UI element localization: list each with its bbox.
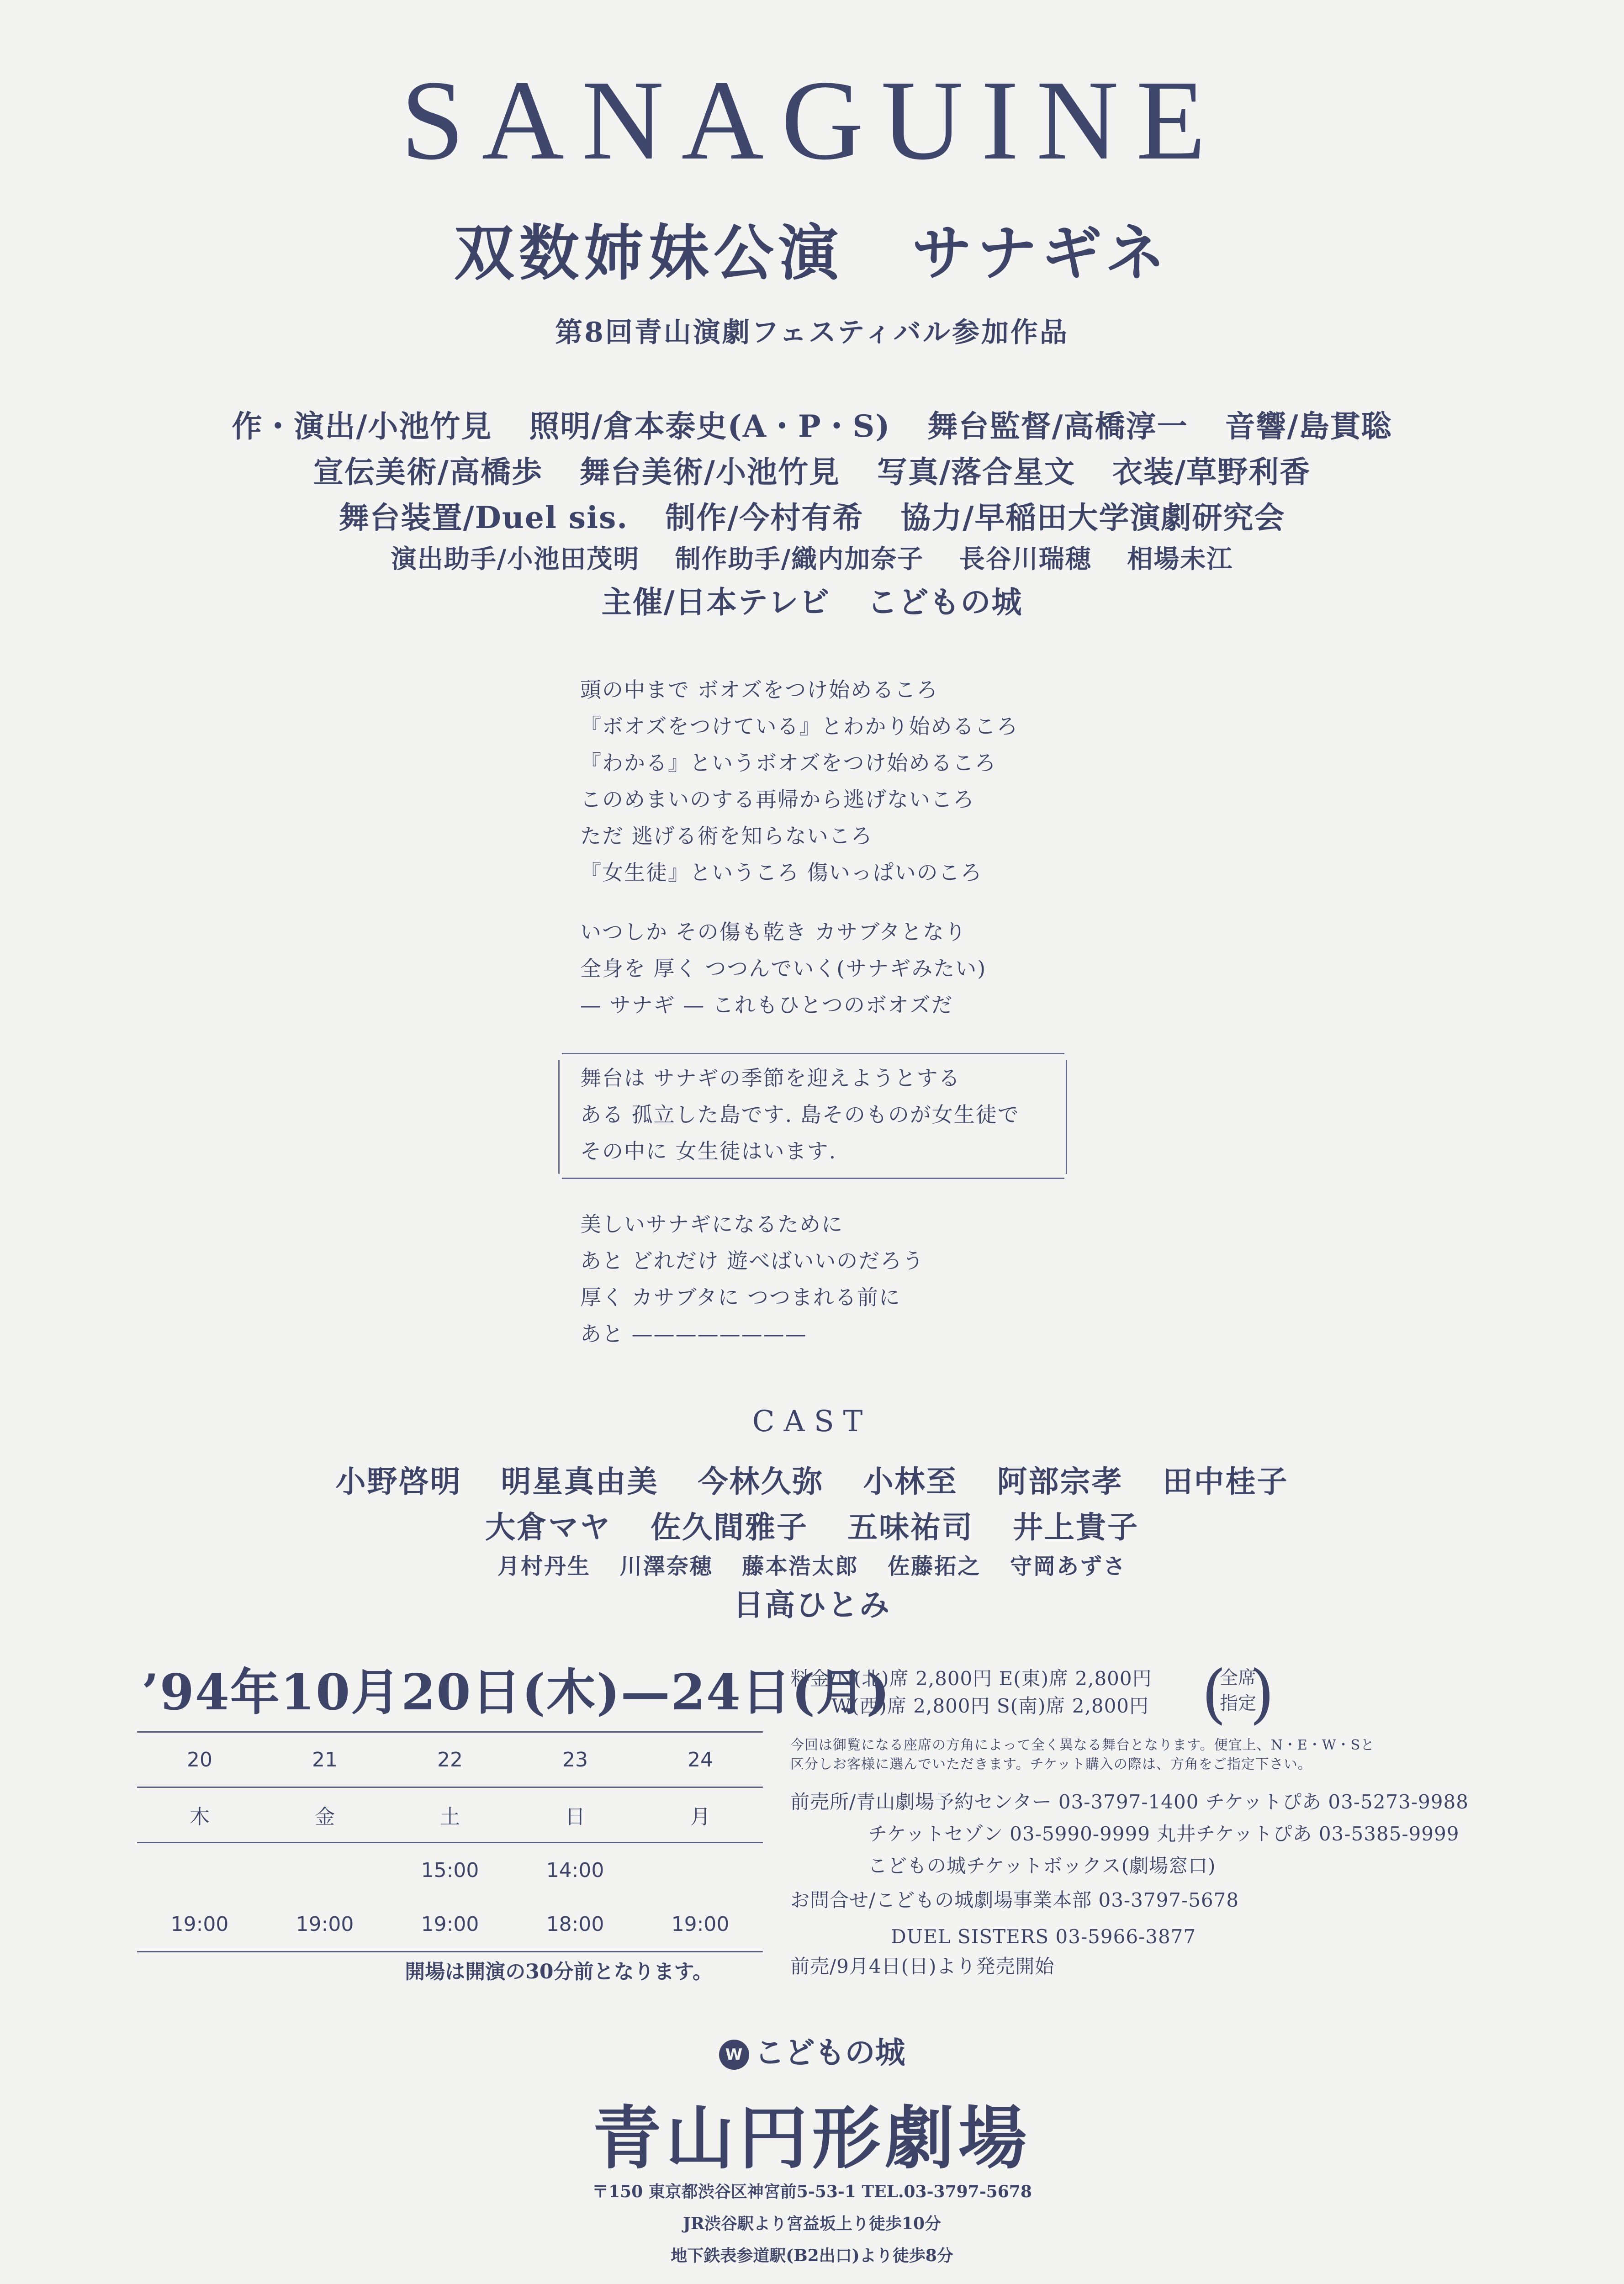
credit: 作・演出/小池竹見	[232, 408, 492, 444]
poem-line: 全身を 厚く つつんでいく(サナギみたい)	[580, 956, 987, 981]
schedule-cell: 19:00	[638, 1897, 763, 1952]
cast-member: 日高ひとみ	[733, 1587, 891, 1623]
poem-line: 頭の中まで ボオズをつけ始めるころ	[580, 677, 939, 702]
schedule-row-weekdays	[137, 1787, 763, 1843]
cast-member: 五味祐司	[847, 1509, 973, 1545]
subtitle-japanese: 双数姉妹公演	[454, 218, 843, 289]
subtitle-katakana: サナギネ	[911, 218, 1170, 289]
cast-line-1	[0, 1457, 1624, 1501]
schedule-row-evening	[137, 1897, 763, 1952]
ticket-line: 前売所/青山劇場予約センター 03-3797-1400 チケットぴあ 03-5273-9988	[790, 1791, 1469, 1813]
presale-info: 前売/9月4日(日)より発売開始	[790, 1955, 1055, 1977]
credit: 照明/倉本泰史(A・P・S)	[529, 408, 891, 444]
credit: 舞台装置/Duel sis.	[339, 500, 629, 535]
poem-line: 『女生徒』というころ 傷いっぱいのころ	[580, 860, 983, 885]
credits-line-3	[0, 493, 1624, 537]
cast-heading: CAST	[752, 1405, 872, 1438]
poem-line: ただ 逃げる術を知らないころ	[580, 824, 873, 848]
logo-mark-icon: W	[719, 2040, 749, 2070]
credit: 主催/日本テレビ	[601, 584, 831, 620]
poem-line: 『わかる』というボオズをつけ始めるころ	[580, 751, 997, 775]
poem-line: — サナギ — これもひとつのボオズだ	[580, 993, 953, 1017]
schedule-cell: 18:00	[513, 1897, 638, 1952]
credit: 舞台美術/小池竹見	[579, 454, 840, 490]
price-note-box	[1201, 1657, 1275, 1731]
box-rule-right	[1066, 1060, 1067, 1174]
schedule-cell	[262, 1843, 387, 1898]
ticket-line: こどもの城チケットボックス(劇場窓口)	[868, 1855, 1216, 1877]
schedule-cell: 土	[387, 1787, 513, 1843]
cast-member: 小野啓明	[335, 1464, 462, 1499]
box-rule-left	[558, 1060, 560, 1174]
festival-note: 第8回青山演劇フェスティバル参加作品	[555, 317, 1069, 349]
access-line: JR渋谷駅より宮益坂上り徒歩10分	[682, 2214, 942, 2233]
poem-line: その中に 女生徒はいます.	[580, 1139, 837, 1163]
credit: 制作助手/織内加奈子	[675, 544, 924, 574]
schedule-row-matinee	[137, 1843, 763, 1898]
cast-member: 川澤奈穂	[619, 1554, 713, 1579]
credit: 演出助手/小池田茂明	[391, 544, 640, 574]
cast-line-2	[0, 1503, 1624, 1546]
credits-line-5	[0, 578, 1624, 621]
schedule-cell: 月	[638, 1787, 763, 1843]
cast-line-4	[0, 1581, 1624, 1624]
credit: 写真/落合星文	[877, 454, 1076, 490]
price-line: 料金/N(北)席 2,800円 E(東)席 2,800円	[790, 1667, 1152, 1690]
poem-stanza-4	[580, 1206, 924, 1352]
cast-member: 守岡あずさ	[1010, 1554, 1127, 1579]
cast-member: 小林至	[863, 1464, 958, 1499]
schedule-cell: 23	[513, 1732, 638, 1787]
credits-line-2	[0, 448, 1624, 491]
open-bracket: (	[1201, 1657, 1227, 1731]
cast-member: 今林久弥	[698, 1464, 824, 1499]
ticket-line: チケットセゾン 03-5990-9999 丸井チケットぴあ 03-5385-9999	[868, 1823, 1460, 1845]
contact-line: お問合せ/こどもの城劇場事業本部 03-3797-5678	[790, 1889, 1239, 1911]
credit: 協力/早稲田大学演劇研究会	[900, 500, 1285, 535]
ticket-info	[790, 1786, 1469, 1882]
performance-dates: ’94年10月20日(木)—24日(月)	[142, 1664, 891, 1721]
logo-text: こどもの城	[754, 2035, 905, 2070]
credit: 音響/島貫聡	[1225, 408, 1392, 444]
poem-line: あと ————————	[580, 1322, 807, 1346]
credit: こどもの城	[867, 584, 1023, 620]
access-line: 地下鉄表参道駅(B2出口)より徒歩8分	[671, 2246, 953, 2265]
poem-line: ある 孤立した島です. 島そのものが女生徒で	[580, 1102, 1020, 1127]
poem-stanza-2	[580, 914, 986, 1023]
price-note-bottom: 指定	[1220, 1693, 1256, 1714]
poem-line: あと どれだけ 遊べばいいのだろう	[580, 1248, 925, 1273]
schedule-cell: 金	[262, 1787, 387, 1843]
seat-note	[790, 1736, 1375, 1774]
cast-member: 佐藤拓之	[888, 1554, 981, 1579]
poem-line: 美しいサナギになるために	[580, 1212, 843, 1237]
contact-line: DUEL SISTERS 03-5966-3877	[891, 1925, 1196, 1948]
credits-line-4	[0, 539, 1624, 576]
schedule-cell	[638, 1843, 763, 1898]
credit: 制作/今村有希	[665, 500, 864, 535]
credit: 衣装/草野利香	[1112, 454, 1311, 490]
poem-stanza-3-boxed	[580, 1060, 1020, 1169]
cast-member: 月村丹生	[497, 1554, 591, 1579]
cast-member: 田中桂子	[1162, 1464, 1289, 1499]
address-line: 〒150 東京都渋谷区神宮前5-53-1 TEL.03-3797-5678	[592, 2182, 1032, 2201]
price-line: W(西)席 2,800円 S(南)席 2,800円	[831, 1695, 1149, 1717]
venue-name: 青山円形劇場	[592, 2098, 1032, 2178]
poem-line: このめまいのする再帰から逃げないころ	[580, 787, 975, 812]
opening-note: 開場は開演の30分前となります。	[405, 1960, 713, 1983]
schedule-cell: 日	[513, 1787, 638, 1843]
schedule-cell	[137, 1843, 262, 1898]
credit: 相場未江	[1127, 544, 1233, 574]
price-note-top: 全席	[1220, 1667, 1256, 1688]
poem-stanza-1	[580, 671, 1019, 891]
schedule-cell: 24	[638, 1732, 763, 1787]
schedule-cell: 20	[137, 1732, 262, 1787]
poem-line: 『ボオズをつけている』とわかり始めるころ	[580, 714, 1019, 739]
poster-title: SANAGUINE	[401, 57, 1223, 184]
schedule-table	[137, 1731, 763, 1952]
poem-line: 厚く カサブタに つつまれる前に	[580, 1285, 901, 1310]
seat-note-line: 今回は御覧になる座席の方角によって全く異なる舞台となります。便宜上、N・E・W・Sと	[790, 1737, 1375, 1753]
box-rule-top	[562, 1053, 1064, 1054]
cast-member: 井上貴子	[1012, 1509, 1139, 1545]
cast-member: 佐久間雅子	[651, 1509, 808, 1545]
schedule-cell: 19:00	[387, 1897, 513, 1952]
credits-line-1	[0, 402, 1624, 445]
price-info	[790, 1665, 1152, 1720]
cast-member: 大倉マヤ	[485, 1509, 612, 1545]
cast-member: 阿部宗孝	[997, 1464, 1123, 1499]
credit: 長谷川瑞穂	[959, 544, 1092, 574]
seat-note-line: 区分しお客様に選んでいただきます。チケット購入の際は、方角をご指定下さい。	[790, 1756, 1312, 1772]
contact-info	[790, 1882, 1239, 1955]
credit: 宣伝美術/高橋歩	[313, 454, 543, 490]
schedule-cell: 21	[262, 1732, 387, 1787]
schedule-row-days	[137, 1732, 763, 1787]
close-bracket: )	[1249, 1657, 1275, 1731]
schedule-cell: 22	[387, 1732, 513, 1787]
schedule-cell: 木	[137, 1787, 262, 1843]
box-rule-bottom	[562, 1178, 1064, 1179]
poster-subtitle	[0, 205, 1624, 291]
schedule-cell: 19:00	[137, 1897, 262, 1952]
cast-member: 明星真由美	[501, 1464, 659, 1499]
poem-line: 舞台は サナギの季節を迎えようとする	[580, 1066, 961, 1090]
kodomo-no-shiro-logo	[0, 2028, 1624, 2072]
schedule-cell: 15:00	[421, 1858, 479, 1882]
poem-line: いつしか その傷も乾き カサブタとなり	[580, 920, 967, 944]
credit: 舞台監督/高橋淳一	[927, 408, 1188, 444]
cast-line-3	[0, 1549, 1624, 1580]
cast-member: 藤本浩太郎	[742, 1554, 859, 1579]
schedule-cell: 19:00	[262, 1897, 387, 1952]
schedule-cell: 14:00	[546, 1858, 604, 1882]
